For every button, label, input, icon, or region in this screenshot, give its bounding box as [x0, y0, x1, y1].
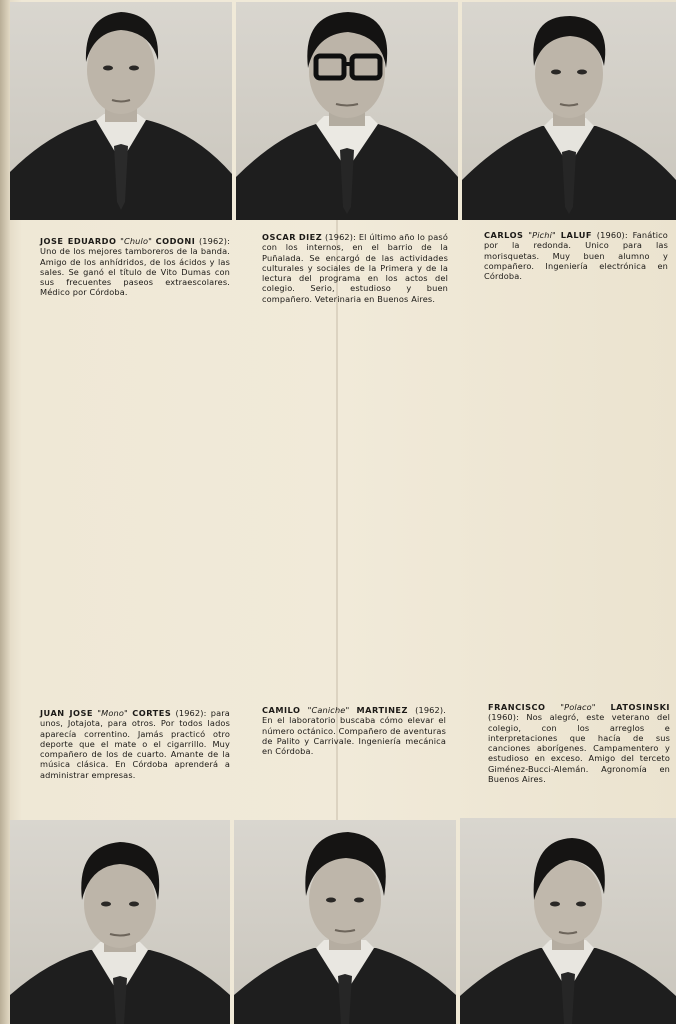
portrait-laluf [462, 2, 676, 220]
page-spine [0, 0, 10, 1024]
bio-martinez [262, 705, 446, 756]
bio-latosinski-last: LATOSINSKI [610, 702, 670, 712]
portrait-cortes-figure [10, 820, 230, 1024]
bio-codoni-last: CODONI [155, 236, 196, 246]
bio-codoni-first: JOSE EDUARDO [40, 236, 117, 246]
portrait-cortes [10, 820, 230, 1024]
bio-cortes [40, 708, 230, 780]
bio-diez-last: DIEZ [298, 232, 323, 242]
portrait-martinez [234, 820, 456, 1024]
bio-latosinski-nick: "Polaco" [560, 702, 596, 712]
bio-cortes-last: CORTES [132, 708, 172, 718]
bio-martinez-nick: "Caniche" [307, 705, 350, 715]
bio-diez-text: (1962): El último año lo pasó con los internos, en el barrio de la Puñalada. Se encargó de las actividades culturales y sociales de la Primera y de la lectura del programa en los actos del colegio. Serio, estudioso y buen compañero. Veterinaria en Buenos Aires. [262, 232, 448, 304]
bio-latosinski-first: FRANCISCO [488, 702, 546, 712]
portrait-diez [236, 2, 458, 220]
portrait-laluf-figure [462, 2, 676, 220]
bio-laluf [484, 230, 668, 281]
portrait-diez-figure [236, 2, 458, 220]
bio-codoni-text: (1962): Uno de los mejores tamboreros de la banda. Amigo de los anhídridos, de los ácidos y las sales. Se ganó el título de Vito Dumas con sus frecuentes paseos extraescolares. Médico por Córdoba. [40, 236, 230, 298]
bio-laluf-text: (1960): Fanático por la redonda. Unico para las morisquetas. Muy buen alumno y compañero. Ingeniería electrónica en Córdoba. [484, 230, 668, 282]
bio-martinez-last: MARTINEZ [356, 705, 408, 715]
portrait-martinez-figure [234, 820, 456, 1024]
portrait-latosinski [460, 818, 676, 1024]
bio-martinez-first: CAMILO [262, 705, 301, 715]
bio-cortes-text: (1962): para unos, Jotajota, para otros. Por todos lados aparecía correntino. Jamás practicó otro deporte que el mate o el cigarrillo. Muy compañero de los de cuarto. Amante de la música clásica. En Córdoba aprenderá a administrar empresas. [40, 708, 230, 780]
portrait-latosinski-figure [460, 818, 676, 1024]
bio-codoni [40, 236, 230, 298]
bio-laluf-nick: "Pichi" [528, 230, 556, 240]
bio-cortes-nick: "Mono" [97, 708, 128, 718]
bio-laluf-last: LALUF [560, 230, 592, 240]
portrait-codoni [10, 2, 232, 220]
bio-codoni-nick: "Chulo" [120, 236, 153, 246]
portrait-codoni-figure [10, 2, 232, 220]
bio-diez-first: OSCAR [262, 232, 297, 242]
bio-diez [262, 232, 448, 304]
bio-martinez-text: (1962). En el laboratorio buscaba cómo elevar el número octánico. Compañero de aventuras de Palito y Carrivale. Ingeniería mecánica en Córdoba. [262, 705, 446, 757]
bio-latosinski [488, 702, 670, 784]
bio-latosinski-text: (1960): Nos alegró, este veterano del colegio, con los arreglos e interpretaciones que hacía de sus canciones aborígenes. Campamentero y estudioso en exceso. Amigo del terceto Giménez-Bucci-Alemán. Agronomía en Buenos Aires. [488, 712, 670, 785]
bio-cortes-first: JUAN JOSE [40, 708, 93, 718]
bio-laluf-first: CARLOS [484, 230, 524, 240]
